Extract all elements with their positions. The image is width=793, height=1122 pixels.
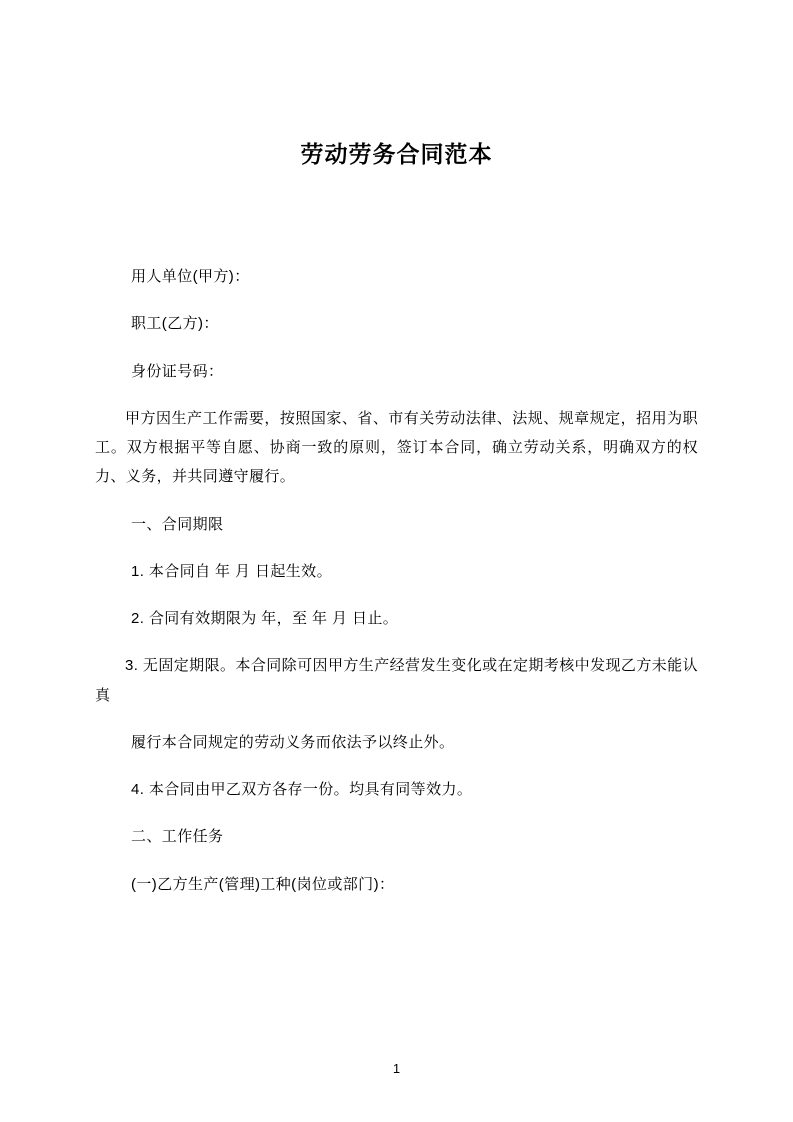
heading-section-one: 一、合同期限 [131,515,224,533]
page-title: 劳动劳务合同范本 [300,141,493,167]
paragraph-id-number: 身份证号码： [131,362,224,380]
clause-1-4: 4. 本合同由甲乙双方各存一份。均具有同等效力。 [131,781,473,799]
clause-1-1: 1. 本合同自 年 月 日起生效。 [131,562,332,580]
paragraph-employee: 职工(乙方)： [131,315,219,333]
clause-2-1: (一)乙方生产(管理)工种(岗位或部门)： [131,875,395,893]
heading-section-two: 二、工作任务 [131,828,224,846]
clause-1-3-continued: 履行本合同规定的劳动义务而依法予以终止外。 [131,733,455,751]
document-body [95,262,698,899]
page-number: 1 [392,1061,401,1076]
paragraph-employer: 用人单位(甲方)： [131,268,250,286]
clause-1-2: 2. 合同有效期限为 年，至 年 月 日止。 [131,610,399,628]
clause-1-3: 3. 无固定期限。本合同除可因甲方生产经营发生变化或在定期考核中发现乙方未能认真 [95,657,698,704]
paragraph-preamble: 甲方因生产工作需要，按照国家、省、市有关劳动法律、法规、规章规定，招用为职工。双方根据平等自愿、协商一致的原则，签订本合同，确立劳动关系，明确双方的权力、义务，并共同遵守履行。 [95,409,698,486]
